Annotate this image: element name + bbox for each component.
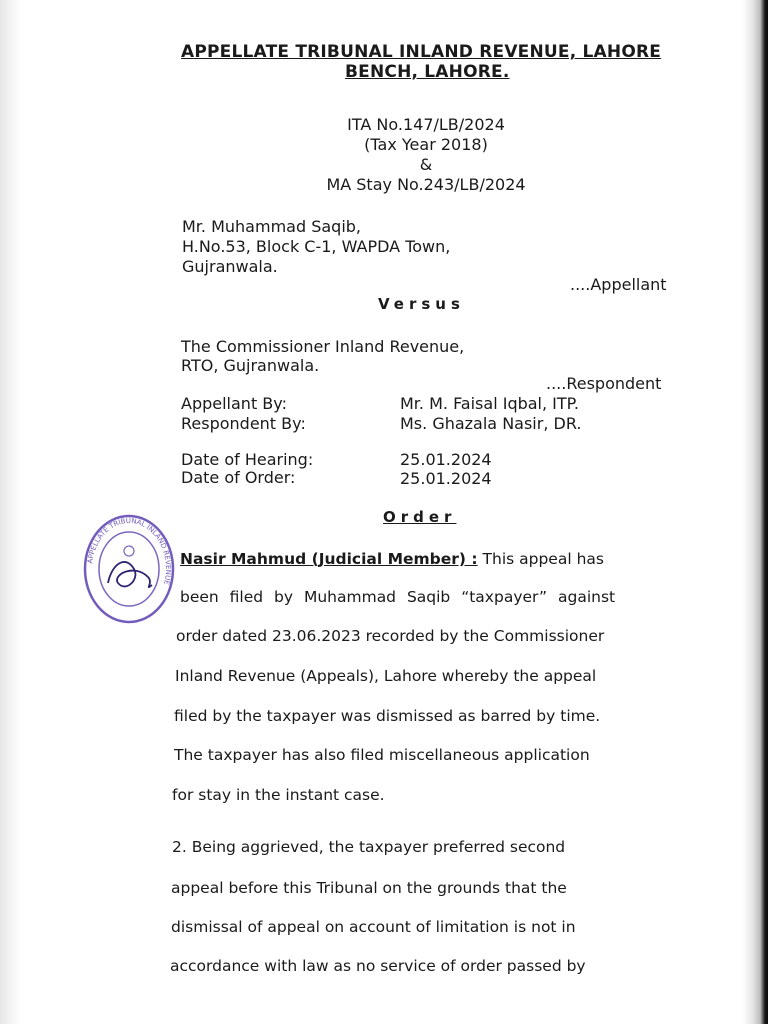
order-line-1: been filed by Muhammad Saqib “taxpayer” against xyxy=(180,588,616,606)
order-line-8: appeal before this Tribunal on the grounds that the xyxy=(171,879,567,897)
respondent-by-label: Respondent By: xyxy=(181,414,306,433)
order-heading: Order xyxy=(383,508,457,526)
ampersand: & xyxy=(419,155,433,174)
document-title-line1: APPELLATE TRIBUNAL INLAND REVENUE, LAHORE xyxy=(181,42,662,62)
document-title-line2: BENCH, LAHORE. xyxy=(345,62,510,82)
respondent-by-value: Ms. Ghazala Nasir, DR. xyxy=(400,414,582,433)
order-date-value: 25.01.2024 xyxy=(400,469,492,488)
hearing-date-value: 25.01.2024 xyxy=(400,450,492,469)
order-line-5: The taxpayer has also filed miscellaneous application xyxy=(174,746,590,764)
hearing-date-label: Date of Hearing: xyxy=(181,450,314,469)
appellant-name: Mr. Muhammad Saqib, xyxy=(182,217,361,236)
order-date-label: Date of Order: xyxy=(181,468,296,487)
order-line-7: 2. Being aggrieved, the taxpayer preferred second xyxy=(172,838,566,856)
respondent-role: ....Respondent xyxy=(546,374,662,393)
judicial-member-name: Nasir Mahmud (Judicial Member) : xyxy=(180,550,478,568)
versus-heading: Versus xyxy=(378,295,465,313)
order-first-line xyxy=(180,550,604,568)
stay-application-number: MA Stay No.243/LB/2024 xyxy=(326,175,526,194)
appellant-address-line1: H.No.53, Block C-1, WAPDA Town, xyxy=(182,237,451,256)
order-line-2: order dated 23.06.2023 recorded by the Commissioner xyxy=(176,627,605,645)
order-line-6: for stay in the instant case. xyxy=(172,786,385,804)
respondent-name: The Commissioner Inland Revenue, xyxy=(181,337,465,356)
appellant-address-line2: Gujranwala. xyxy=(182,257,278,276)
order-line-9: dismissal of appeal on account of limitation is not in xyxy=(171,918,576,936)
appellant-role: ....Appellant xyxy=(570,275,667,294)
tax-year: (Tax Year 2018) xyxy=(364,135,488,154)
appellant-by-label: Appellant By: xyxy=(181,394,287,413)
case-number: ITA No.147/LB/2024 xyxy=(347,115,505,134)
page-left-shadow xyxy=(0,0,22,1024)
respondent-address: RTO, Gujranwala. xyxy=(181,356,320,375)
order-line-0: This appeal has xyxy=(477,550,604,568)
seal-ring-text: APPELLATE TRIBUNAL INLAND REVENUE xyxy=(86,516,173,586)
signature-scribble xyxy=(108,562,152,587)
tribunal-seal-stamp xyxy=(82,513,176,625)
order-line-10: accordance with law as no service of order passed by xyxy=(170,957,586,975)
page-right-edge xyxy=(742,0,768,1024)
order-line-3: Inland Revenue (Appeals), Lahore whereby the appeal xyxy=(175,667,597,685)
appellant-by-value: Mr. M. Faisal Iqbal, ITP. xyxy=(400,394,579,413)
order-line-4: filed by the taxpayer was dismissed as barred by time. xyxy=(174,707,601,725)
